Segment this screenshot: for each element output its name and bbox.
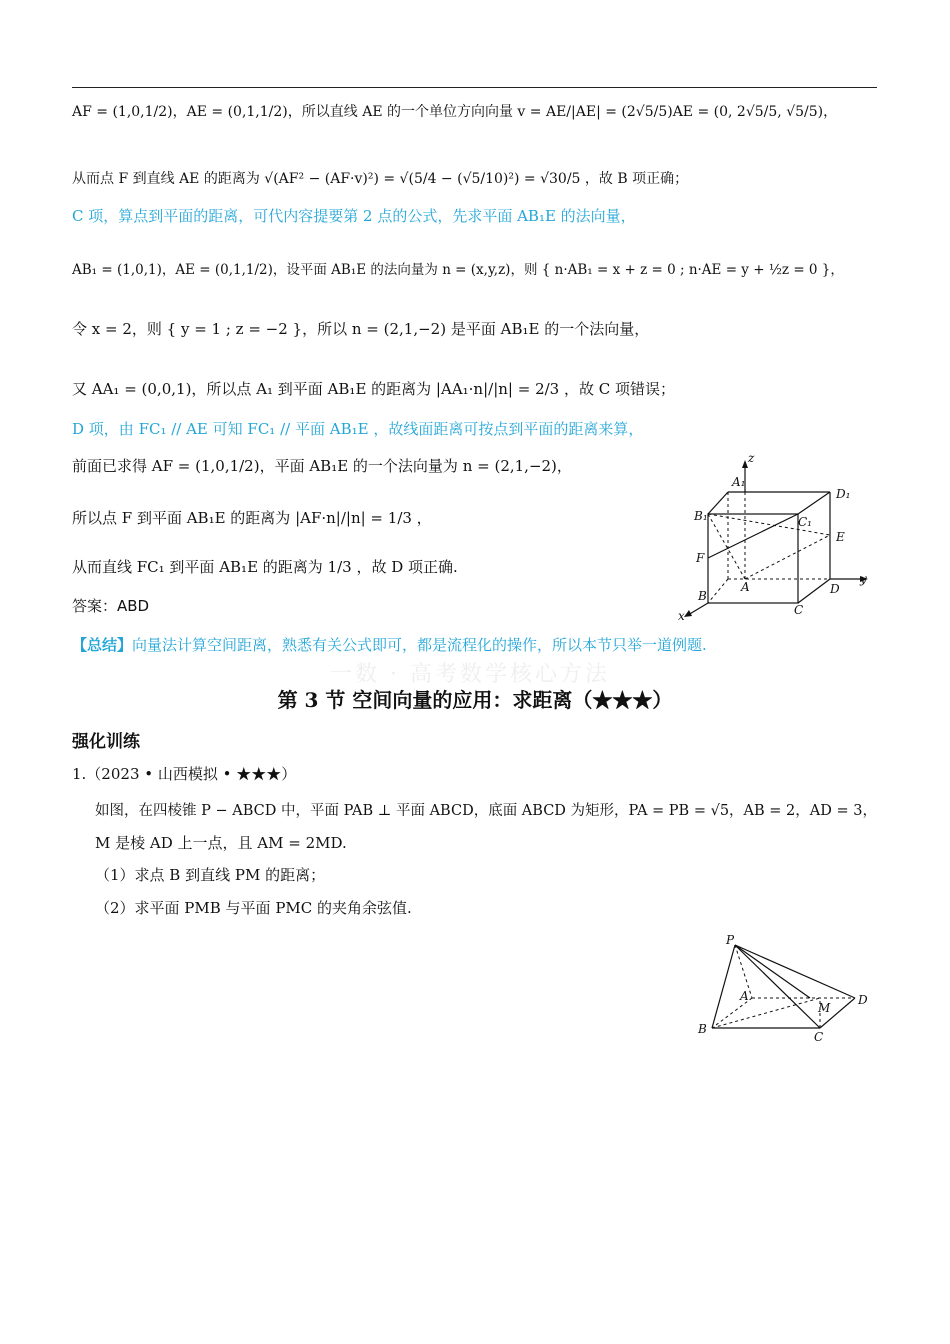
label-C1: C₁ <box>798 515 812 529</box>
solution-line-4 <box>72 258 844 281</box>
line-7-text: D 项，由 FC₁ // AE 可知 FC₁ // 平面 AB₁E ，故线面距离可按点到平面的距离来算， <box>72 420 644 438</box>
line-4-text: AB₁ = (1,0,1)，AE = (0,1,1/2)，设平面 AB₁E 的法向量为 n = (x,y,z)，则 { n·AB₁ = x + z = 0 ; n·AE = y + ½z = 0 }， <box>72 262 844 278</box>
solution-line-9 <box>72 507 432 529</box>
watermark: 一数 · 高考数学核心方法 <box>330 662 610 687</box>
line-10-text: 从而直线 FC₁ 到平面 AB₁E 的距离为 1/3 ，故 D 项正确. <box>72 558 458 576</box>
pyramid-figure <box>690 930 880 1045</box>
line-8-text: 前面已求得 AF = (1,0,1/2)，平面 AB₁E 的一个法向量为 n = (2,1,−2)， <box>72 457 572 475</box>
summary-tag: 【总结】 <box>72 636 133 654</box>
label-F: F <box>696 551 705 565</box>
label-y: y <box>860 572 867 586</box>
solution-line-10 <box>72 556 458 578</box>
solution-line-5 <box>72 318 649 340</box>
line-5-text: 令 x = 2，则 { y = 1 ; z = −2 }，所以 n = (2,1,−2) 是平面 AB₁E 的一个法向量， <box>72 320 650 338</box>
line-3-text: C 项，算点到平面的距离，可代内容提要第 2 点的公式，先求平面 AB₁E 的法向量， <box>72 207 636 225</box>
label-z: z <box>748 451 755 465</box>
header-rule <box>72 87 877 88</box>
label-D: D <box>830 582 840 596</box>
section-title: 第 3 节 空间向量的应用：求距离（★★★） <box>277 688 673 712</box>
problem-q1: （1）求点 B 到直线 PM 的距离； <box>95 866 326 884</box>
solution-line-7 <box>72 418 643 440</box>
solution-line-8 <box>72 455 572 477</box>
label-B: B <box>698 589 707 603</box>
solution-line-1 <box>72 100 837 123</box>
label-C: C <box>814 1030 824 1044</box>
answer: 答案：ABD <box>72 597 150 615</box>
label-x: x <box>678 609 685 623</box>
summary-text: 向量法计算空间距离，熟悉有关公式即可，都是流程化的操作，所以本节只举一道例题. <box>132 636 707 654</box>
label-A: A <box>740 989 749 1003</box>
solution-line-3 <box>72 205 636 227</box>
problem-stem-1: 如图，在四棱锥 P − ABCD 中，平面 PAB ⊥ 平面 ABCD，底面 ABCD 为矩形，PA = PB = √5，AB = 2，AD = 3， <box>95 803 877 819</box>
subheading: 强化训练 <box>72 732 140 752</box>
label-A: A <box>741 580 750 594</box>
solution-line-6 <box>72 378 675 400</box>
label-P: P <box>726 933 735 947</box>
problem-q2: （2）求平面 PMB 与平面 PMC 的夹角余弦值. <box>95 899 412 917</box>
problem-stem-2: M 是棱 AD 上一点，且 AM = 2MD. <box>95 834 347 852</box>
summary <box>72 634 707 656</box>
label-C: C <box>794 603 804 617</box>
label-E: E <box>836 530 845 544</box>
cube-figure <box>670 450 880 625</box>
label-B1: B₁ <box>694 509 708 523</box>
line-1-text: AF = (1,0,1/2)，AE = (0,1,1/2)，所以直线 AE 的一个单位方向向量 v = AE/|AE| = (2√5/5)AE = (0, 2√5/5, √5/5)， <box>72 104 838 120</box>
label-B: B <box>698 1022 707 1036</box>
line-9-text: 所以点 F 到平面 AB₁E 的距离为 |AF·n|/|n| = 1/3 ， <box>72 509 432 527</box>
label-D: D <box>858 993 868 1007</box>
line-6-text: 又 AA₁ = (0,0,1)，所以点 A₁ 到平面 AB₁E 的距离为 |AA₁·n|/|n| = 2/3 ，故 C 项错误； <box>72 380 675 398</box>
problem-number-source: 1.（2023 • 山西模拟 • ★★★） <box>72 765 297 783</box>
line-2-text: 从而点 F 到直线 AE 的距离为 √(AF² − (AF·v)²) = √(5/4 − (√5/10)²) = √30/5 ，故 B 项正确； <box>72 171 689 187</box>
label-D1: D₁ <box>836 487 851 501</box>
solution-line-2 <box>72 167 688 190</box>
label-A1: A₁ <box>732 475 746 489</box>
label-M: M <box>818 1001 831 1015</box>
